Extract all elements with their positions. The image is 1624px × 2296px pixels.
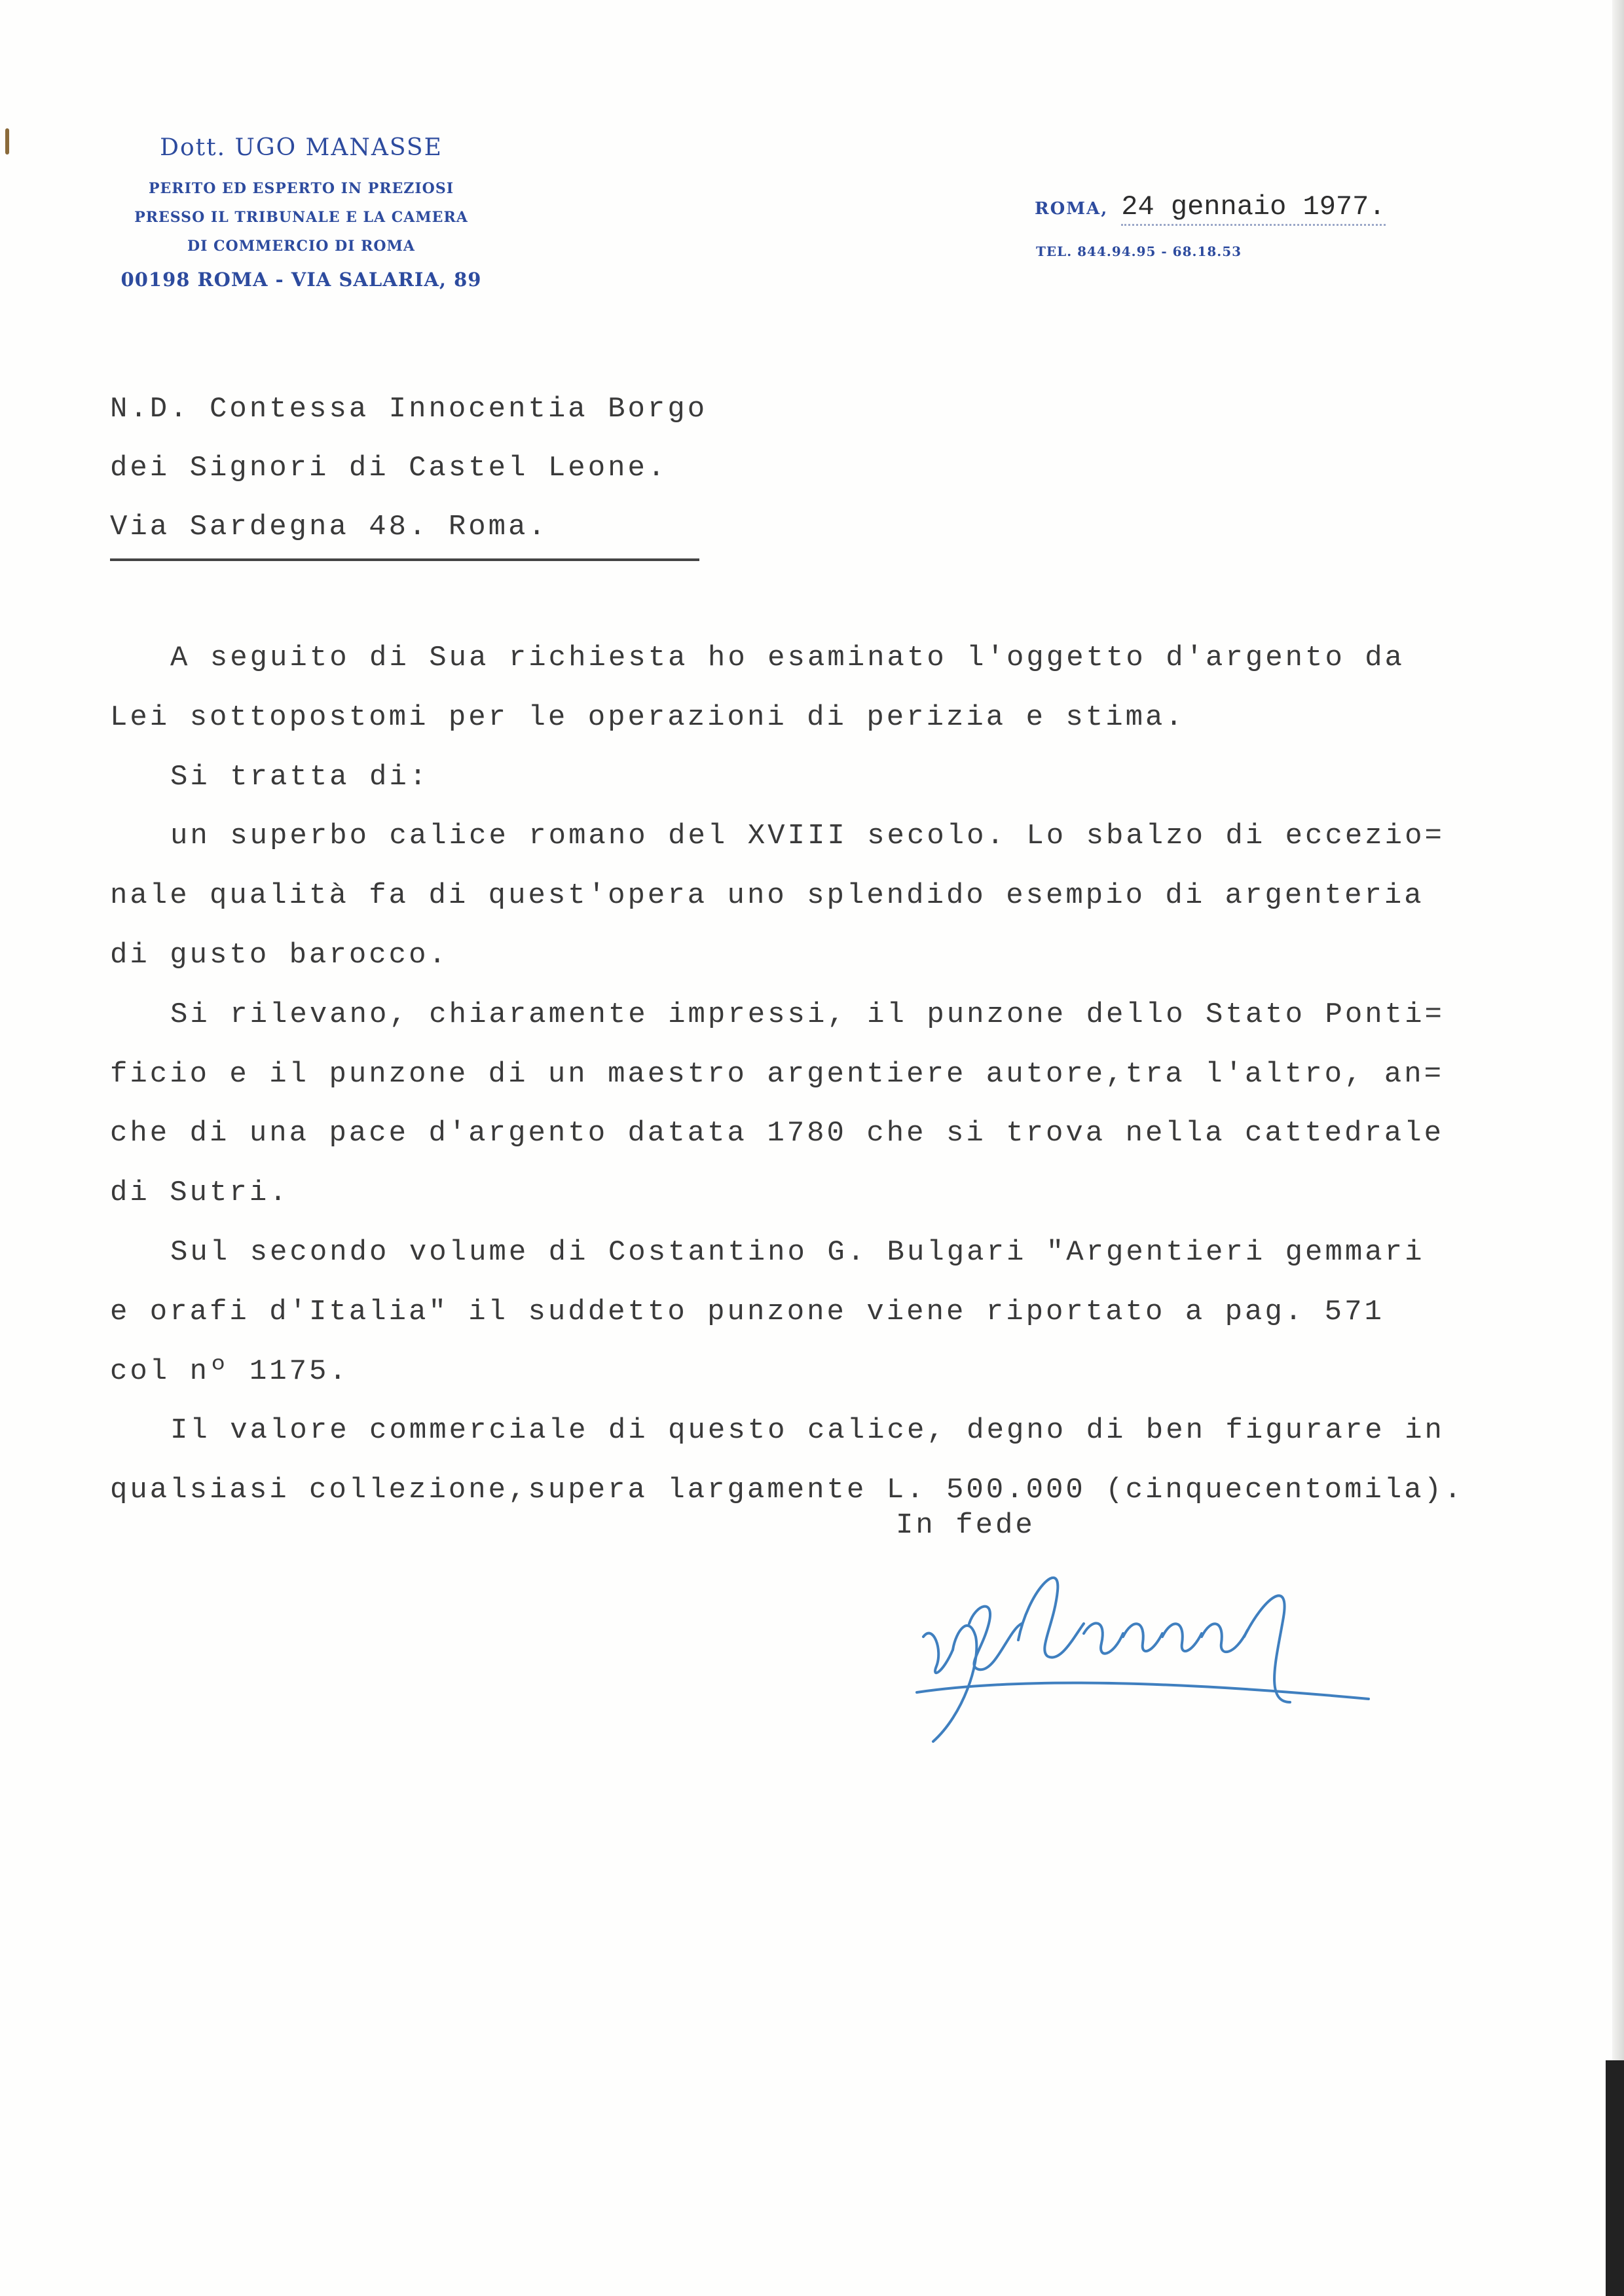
body-line: col nº 1175. <box>110 1355 349 1388</box>
recipient-block <box>110 390 765 566</box>
recipient-line: N.D. Contessa Innocentia Borgo <box>110 393 708 426</box>
letterhead <box>79 134 524 291</box>
letterhead-address: 00198 ROMA - VIA SALARIA, 89 <box>120 268 482 291</box>
body-line: Il valore commerciale di questo calice, degno di ben figurare in <box>170 1414 1445 1448</box>
body-line: qualsiasi collezione,supera largamente L. 500.000 (cinquecentomila). <box>110 1474 1464 1507</box>
letterhead-title-line2: PRESSO IL TRIBUNALE E LA CAMERA <box>134 209 468 226</box>
signature-stroke <box>1084 1623 1123 1653</box>
body-line: ficio e il punzone di un maestro argentiere autore,tra l'altro, an= <box>110 1057 1445 1091</box>
letter-body <box>110 638 1464 1530</box>
scan-dark-corner <box>1606 2060 1624 2296</box>
letterhead-title-line3: DI COMMERCIO DI ROMA <box>187 238 415 255</box>
body-line: A seguito di Sua richiesta ho esaminato l'oggetto d'argento da <box>170 642 1405 674</box>
signature-stroke <box>917 1683 1369 1699</box>
body-line: che di una pace d'argento datata 1780 che si trova nella cattedrale <box>110 1117 1445 1150</box>
body-line: Lei sottopostomi per le operazioni di perizia e stima. <box>110 701 1185 734</box>
dateline-date: 24 gennaio 1977. <box>1121 191 1385 226</box>
telephone-numbers: TEL. 844.94.95 - 68.18.53 <box>1036 244 1242 259</box>
body-line: Sul secondo volume di Costantino G. Bulgari "Argentieri gemmari <box>170 1235 1425 1269</box>
staple-mark <box>5 128 9 155</box>
signature-stroke <box>1244 1595 1290 1702</box>
recipient-underline <box>110 558 699 561</box>
dateline <box>1035 191 1480 223</box>
handwritten-signature <box>897 1552 1382 1761</box>
closing-phrase: In fede <box>896 1509 1035 1542</box>
body-line: e orafi d'Italia" il suddetto punzone viene riportato a pag. 571 <box>110 1295 1384 1328</box>
body-line: di gusto barocco. <box>110 938 449 972</box>
body-line: nale qualità fa di quest'opera uno splendido esempio di argenteria <box>110 879 1424 913</box>
signature-stroke <box>1162 1624 1202 1651</box>
letterhead-title-line1: PERITO ED ESPERTO IN PREZIOSI <box>149 180 454 197</box>
body-line: di Sutri. <box>110 1176 289 1210</box>
recipient-line: dei Signori di Castel Leone. <box>110 452 668 484</box>
signature-stroke <box>1123 1624 1162 1651</box>
signature-stroke <box>933 1626 976 1741</box>
body-line: Si rilevano, chiaramente impressi, il punzone dello Stato Ponti= <box>170 998 1445 1031</box>
letterhead-name: Dott. UGO MANASSE <box>160 134 443 161</box>
signature-stroke <box>923 1633 953 1673</box>
body-line: un superbo calice romano del XVIII secolo. Lo sbalzo di eccezio= <box>170 820 1445 853</box>
body-line: Si tratta di: <box>170 760 430 793</box>
dateline-city: ROMA, <box>1035 199 1109 219</box>
recipient-line: Via Sardegna 48. Roma. <box>110 511 548 543</box>
page-edge-shadow <box>1612 0 1624 2296</box>
signature-stroke <box>1202 1624 1247 1652</box>
signature-stroke <box>1018 1578 1084 1658</box>
